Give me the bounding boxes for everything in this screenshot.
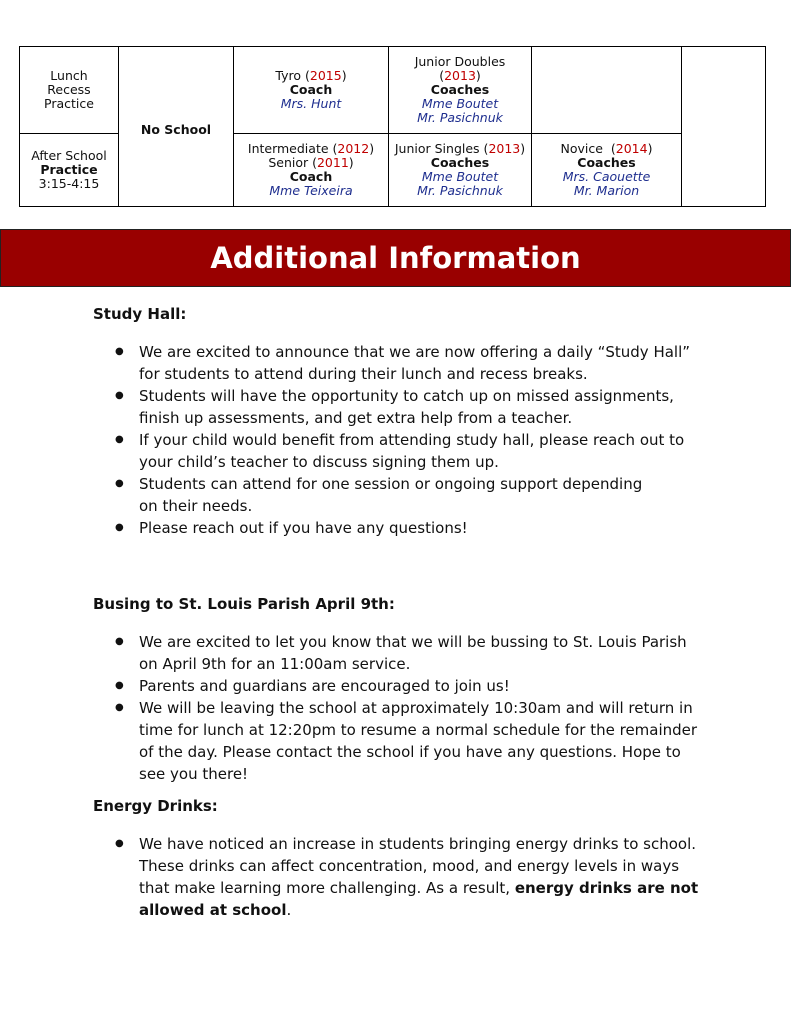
list-item: ● We have noticed an increase in students bringing energy drinks to school. These drinks can affect concentration, mood, and energy levels in ways that make learning more challenging. As a result, energy drinks are not allowed at school. <box>139 833 713 921</box>
list-item: ● Please reach out if you have any questions! <box>139 517 713 539</box>
additional-information-banner <box>0 229 791 287</box>
busing-heading: Busing to St. Louis Parish April 9th: <box>93 595 395 613</box>
tyro-cell: Tyro (2015) Coach Mrs. Hunt <box>234 47 389 134</box>
junior-singles-cell: Junior Singles (2013) Coaches Mme Boutet Mr. Pasichnuk <box>389 134 532 207</box>
after-school-label-cell: After School Practice 3:15-4:15 <box>20 134 119 207</box>
energy-drinks-heading: Energy Drinks: <box>93 797 218 815</box>
energy-drinks-list <box>93 833 713 921</box>
empty-cell <box>532 47 682 134</box>
novice-cell: Novice (2014) Coaches Mrs. Caouette Mr. Marion <box>532 134 682 207</box>
no-school-cell: No School <box>119 47 234 207</box>
busing-list <box>93 631 713 785</box>
banner-title: Additional Information <box>210 241 581 275</box>
energy-drinks-warning: energy drinks are not <box>514 879 699 897</box>
list-item: ● If your child would benefit from attending study hall, please reach out to your child’s teacher to discuss signing them up. <box>139 429 713 473</box>
energy-drinks-warning-end: allowed at school <box>139 901 287 919</box>
list-item: ● Students will have the opportunity to catch up on missed assignments, finish up assessments, and get extra help from a teacher. <box>139 385 713 429</box>
junior-doubles-cell: Junior Doubles (2013) Coaches Mme Boutet Mr. Pasichnuk <box>389 47 532 134</box>
empty-column-cell <box>682 47 766 207</box>
intermediate-senior-cell: Intermediate (2012) Senior (2011) Coach Mme Teixeira <box>234 134 389 207</box>
lunch-recess-label-cell: Lunch Recess Practice <box>20 47 119 134</box>
list-item: ● Students can attend for one session or ongoing support depending on their needs. <box>139 473 713 517</box>
study-hall-heading: Study Hall: <box>93 305 187 323</box>
list-item: ● We will be leaving the school at approximately 10:30am and will return in time for lunch at 12:20pm to resume a normal schedule for the remainder of the day. Please contact the school if you have any questions. Hope to see you there! <box>139 697 713 785</box>
list-item: ● We are excited to let you know that we will be bussing to St. Louis Parish on April 9th for an 11:00am service. <box>139 631 713 675</box>
list-item: ● We are excited to announce that we are now offering a daily “Study Hall” for students to attend during their lunch and recess breaks. <box>139 341 713 385</box>
additional-info-content <box>93 303 713 921</box>
study-hall-list <box>93 341 713 539</box>
list-item: ● Parents and guardians are encouraged to join us! <box>139 675 713 697</box>
practice-schedule-table <box>19 46 766 207</box>
